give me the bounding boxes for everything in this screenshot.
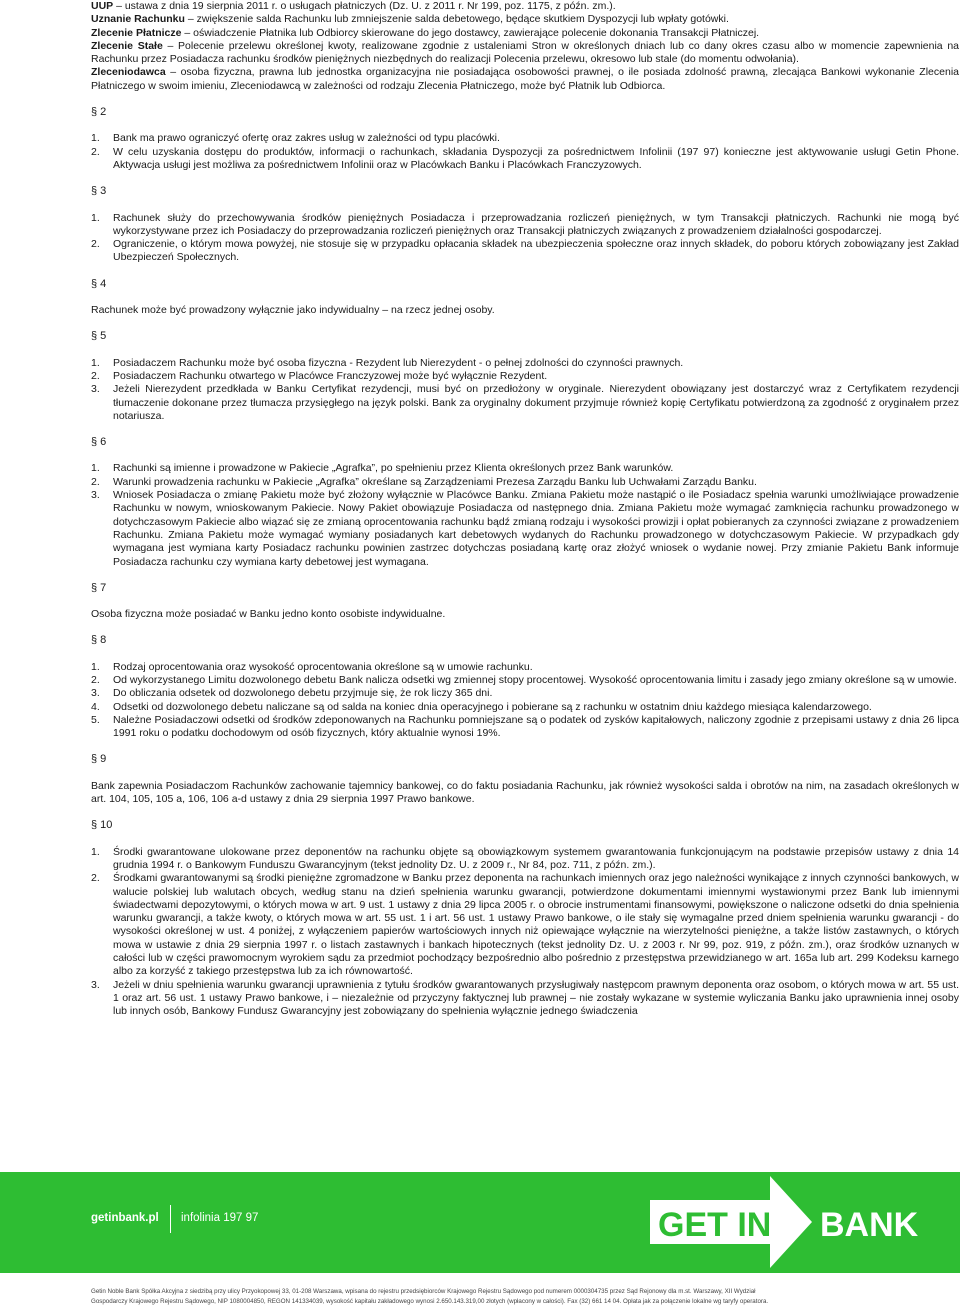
list-item bbox=[91, 238, 959, 265]
list-item-text: Posiadaczem Rachunku otwartego w Placówce Franczyzowej może być wyłącznie Rezydent. bbox=[113, 369, 548, 382]
list-item-number: 2. bbox=[91, 475, 100, 488]
list-item bbox=[91, 674, 959, 687]
list-item-text: Do obliczania odsetek od dozwolonego debetu przyjmuje się, że rok liczy 365 dni. bbox=[113, 687, 493, 700]
list-item-text: Rachunek służy do przechowywania środków pieniężnych Posiadacza i przeprowadzania rozliczeń pieniężnych, w tym Transakcji płatniczych. Rachunki nie mogą być wykorzystywane przez ich Posiadaczy do przeprowadzania rozliczeń pieniężnych oraz Transakcji płatniczych związanych z prowadzeniem działalności gospodarczej. bbox=[113, 211, 959, 237]
list-item-text: Od wykorzystanego Limitu dozwolonego debetu Bank nalicza odsetki wg zmiennej stopy procentowej. Wysokość oprocentowania limitu i zasady jego zmiany określone są w umowie. bbox=[113, 673, 957, 686]
section-number: § 10 bbox=[91, 819, 113, 832]
definition-term: Zlecenie Stałe bbox=[91, 39, 163, 52]
section-heading bbox=[91, 582, 959, 595]
list-item-text: Warunki prowadzenia rachunku w Pakiecie „Agrafka” określane są Zarządzeniami Prezesa Zarządu Banku lub Uchwałami Zarządu Banku. bbox=[113, 475, 757, 488]
list-item-number: 2. bbox=[91, 673, 100, 686]
list-item-number: 3. bbox=[91, 489, 100, 502]
list-item-number: 5. bbox=[91, 713, 100, 726]
section-heading bbox=[91, 185, 959, 198]
list-item-text: Środkami gwarantowanymi są środki pieniężne zgromadzone w Banku przez deponenta na rachunkach imiennych oraz jego należności wynikające z innych czynności bankowych, w walucie polskiej lub walutach obcych, według stanu na dzień spełnienia warunku gwarancji, potwierdzone dokumentami imiennymi wystawionymi przez Bank lub imiennymi świadectwami depozytowymi, o których mowa w art. 9 ust. 1 ustawy z dnia 29 lipca 2005 r. o obrocie instrumentami finansowymi, powiększone o naliczone odsetki do dnia spełnienia warunku gwarancji, a także kwoty, o których mowa w art. 55 ust. 1 i art. 56 ust. 1 ustawy Prawo bankowe, o ile stały się wymagalne przed dniem spełnienia warunku gwarancji - do wysokości określonej w ust. 4 poniżej, z wyłączeniem papierów wartościowych innych niż opiewające wyłącznie na wierzytelności pieniężne, a także listów zastawnych, o których mowa w ustawie z dnia 29 sierpnia 1997 r. o listach zastawnych i bankach hipotecznych (tekst jednolity Dz. U. z 2003 r. Nr 99, poz. 919, z późn. zm.), oraz środków uznanych w całości lub w części prawomocnym wyrokiem sądu za przedmiot pochodzący bezpośrednio albo pośrednio z przestępstwa przewidzianego w art. 165a lub art. 299 Kodeksu karnego albo za korzyść z takiego przestępstwa lub za ich równowartość. bbox=[113, 872, 959, 978]
list-item-number: 2. bbox=[91, 872, 100, 885]
section-number: § 3 bbox=[91, 185, 107, 198]
section-number: § 4 bbox=[91, 277, 107, 290]
section-number: § 5 bbox=[91, 330, 107, 343]
section-number: § 9 bbox=[91, 753, 107, 766]
definition-term: Uznanie Rachunku bbox=[91, 13, 185, 26]
definitions-block bbox=[91, 0, 959, 93]
definition-paragraph bbox=[91, 40, 959, 67]
list-item bbox=[91, 661, 959, 674]
section-heading bbox=[91, 634, 959, 647]
sections-block bbox=[91, 106, 959, 1018]
list-item-number: 2. bbox=[91, 145, 100, 158]
list-item-text: Ograniczenie, o którym mowa powyżej, nie stosuje się w przypadku opłacania składek na ubezpieczenia społeczne oraz innych składek, do poboru których zobowiązany jest Zakład Ubezpieczeń Społecznych. bbox=[113, 238, 959, 264]
footer-website-link[interactable]: getinbank.pl bbox=[91, 1212, 159, 1224]
definition-text: – oświadczenie Płatnika lub Odbiorcy skierowane do jego dostawcy, zawierające polecenie dokonania Transakcji Płatniczej. bbox=[181, 26, 760, 39]
list-item-text: Rodzaj oprocentowania oraz wysokość oprocentowania określone są w umowie rachunku. bbox=[113, 660, 533, 673]
list-item-text: Środki gwarantowane ulokowane przez deponentów na rachunku objęte są obowiązkowym systemem gwarantowania funkcjonującym na podstawie przepisów ustawy z dnia 14 grudnia 1994 r. o Bankowym Funduszu Gwarancyjnym (tekst jednolity Dz. U. z 2009 r., Nr 84, poz. 711, z późn. zm.). bbox=[113, 845, 959, 871]
list-item-number: 2. bbox=[91, 238, 100, 251]
document-body bbox=[91, 0, 959, 1019]
definition-term: UUP bbox=[91, 0, 114, 12]
list-item-number: 1. bbox=[91, 211, 100, 224]
list-item bbox=[91, 357, 959, 370]
list-item-text: Posiadaczem Rachunku może być osoba fizyczna - Rezydent lub Nierezydent - o pełnej zdolności do czynności prawnych. bbox=[113, 356, 684, 369]
legal-line: Getin Noble Bank Spółka Akcyjna z siedzibą przy ulicy Przyokopowej 33, 01-208 Warszawa, wpisana do rejestru przedsiębiorców Krajowego Rejestru Sądowego pod numerem 0000304735 przez Sąd Rejonowy dla m.st. Warszawy, XII Wydział bbox=[91, 1288, 756, 1295]
definition-text: – osoba fizyczna, prawna lub jednostka organizacyjna nie posiadająca osobowości prawnej, o ile posiada zdolność prawną, zlecająca Bankowi wykonanie Zlecenia Płatniczego w swoim imieniu, Zleceniodawcą w zależności od rodzaju Zlecenia Płatniczego, może być Płatnik lub Odbiorca. bbox=[91, 66, 959, 92]
footer-band bbox=[0, 1172, 960, 1273]
list-item-text: Jeżeli Nierezydent przedkłada w Banku Certyfikat rezydencji, musi być on przedłożony w oryginale. Nierezydent obowiązany jest dostarczyć wraz z Certyfikatem rezydencji tłumaczenie dokonane przez tłumacza przysięgłego na język polski. Bank za oryginalny dokument przyjmuje również kopię Certyfikatu potwierdzoną za zgodność z oryginałem przez notariusza. bbox=[113, 383, 959, 422]
section-heading bbox=[91, 753, 959, 766]
list-item-number: 1. bbox=[91, 462, 100, 475]
section-text: Osoba fizyczna może posiadać w Banku jedno konto osobiste indywidualne. bbox=[91, 608, 446, 621]
legal-notice bbox=[91, 1287, 959, 1307]
definition-text: – ustawa z dnia 19 sierpnia 2011 r. o usługach płatniczych (Dz. U. z 2011 r. Nr 199, poz. 1175, z późn. zm.). bbox=[113, 0, 616, 12]
definition-term: Zleceniodawca bbox=[91, 66, 166, 79]
section-list bbox=[91, 212, 959, 265]
list-item-number: 4. bbox=[91, 700, 100, 713]
list-item bbox=[91, 212, 959, 239]
section-list bbox=[91, 132, 959, 172]
list-item-text: Bank ma prawo ograniczyć ofertę oraz zakres usług w zależności od typu placówki. bbox=[113, 132, 500, 145]
definition-term: Zlecenie Płatnicze bbox=[91, 26, 182, 39]
list-item-number: 2. bbox=[91, 369, 100, 382]
list-item bbox=[91, 714, 959, 741]
list-item-number: 3. bbox=[91, 687, 100, 700]
list-item-number: 3. bbox=[91, 383, 100, 396]
section-number: § 7 bbox=[91, 581, 107, 594]
list-item bbox=[91, 979, 959, 1019]
section-list bbox=[91, 661, 959, 741]
list-item bbox=[91, 872, 959, 978]
section-list bbox=[91, 462, 959, 568]
definition-text: – Polecenie przelewu określonej kwoty, realizowane zgodnie z ustaleniami Stron w określonych dniach lub co dany okres czasu albo w momencie zapewnienia na Rachunku przez Posiadacza rachunku środków pieniężnych niezbędnych do realizacji Polecenia przelewu, okresowo lub stale (do momentu odwołania). bbox=[91, 39, 959, 66]
section-number: § 2 bbox=[91, 106, 107, 119]
list-item bbox=[91, 383, 959, 423]
list-item-text: W celu uzyskania dostępu do produktów, informacji o rachunkach, składania Dyspozycji za pośrednictwem Infolinii (197 97) konieczne jest aktywowanie usługi Getin Phone. Aktywacja usługi jest możliwa za pośrednictwem Infolinii oraz w Placówkach Banku i Placówkach Franczyzowych. bbox=[113, 145, 959, 171]
section-list bbox=[91, 357, 959, 423]
definition-paragraph bbox=[91, 27, 959, 40]
list-item bbox=[91, 701, 959, 714]
list-item-number: 3. bbox=[91, 978, 100, 991]
section-heading bbox=[91, 106, 959, 119]
section-heading bbox=[91, 819, 959, 832]
definition-text: – zwiększenie salda Rachunku lub zmniejszenie salda debetowego, będące skutkiem Dyspozycji lub wpłaty gotówki. bbox=[184, 13, 729, 26]
list-item-number: 1. bbox=[91, 845, 100, 858]
section-text: Rachunek może być prowadzony wyłącznie jako indywidualny – na rzecz jednej osoby. bbox=[91, 304, 495, 317]
list-item-text: Rachunki są imienne i prowadzone w Pakiecie „Agrafka”, po spełnieniu przez Klienta określonych przez Bank warunków. bbox=[113, 462, 674, 475]
section-number: § 8 bbox=[91, 634, 107, 647]
legal-line: Gospodarczy Krajowego Rejestru Sądowego, NIP 1080004850, REGON 141334039, wysokość kapitału zakładowego wynosi 2.650.143.319,00 złotych (wpłacony w całości). Fax (32) 661 14 04. Opłata jak za połączenie lokalne wg taryfy operatora. bbox=[91, 1298, 769, 1305]
section-heading bbox=[91, 278, 959, 291]
list-item bbox=[91, 476, 959, 489]
section-list bbox=[91, 846, 959, 1019]
section-text: Bank zapewnia Posiadaczom Rachunków zachowanie tajemnicy bankowej, co do faktu posiadania Rachunku, jak również wysokości salda i obrotów na nim, na zasadach określonych w art. 104, 105, 105 a, 106, 106 a-d ustawy z dnia 29 sierpnia 1997 Prawo bankowe. bbox=[91, 779, 959, 806]
list-item-number: 1. bbox=[91, 132, 100, 145]
definition-paragraph bbox=[91, 66, 959, 93]
section-heading bbox=[91, 436, 959, 449]
logo-text-get-in: GET IN bbox=[658, 1206, 772, 1244]
list-item bbox=[91, 370, 959, 383]
get-in-bank-logo bbox=[650, 1172, 950, 1273]
list-item bbox=[91, 687, 959, 700]
list-item-text: Jeżeli w dniu spełnienia warunku gwarancji uprawnienia z tytułu środków gwarantowanych przysługiwały następcom prawnym deponenta oraz osobom, o których mowa w art. 55 ust. 1 oraz art. 56 ust. 1 ustawy Prawo bankowe, i – niezależnie od przyczyny faktycznej lub prawnej – nie zostały wykazane w systemie wyliczania Banku jako uprawnienia innej osoby lub innych osób, Bankowy Fundusz Gwarancyjny jest zobowiązany do spełnienia wyłącznie jednego świadczenia bbox=[113, 978, 959, 1018]
list-item bbox=[91, 846, 959, 873]
list-item-text: Odsetki od dozwolonego debetu naliczane są od salda na koniec dnia operacyjnego i pobierane są z rachunku w ostatnim dniu każdego miesiąca kalendarzowego. bbox=[113, 700, 872, 713]
list-item-number: 1. bbox=[91, 660, 100, 673]
list-item bbox=[91, 462, 959, 475]
footer-separator bbox=[170, 1205, 171, 1233]
list-item bbox=[91, 489, 959, 569]
list-item bbox=[91, 146, 959, 173]
logo-text-bank: BANK bbox=[820, 1206, 919, 1244]
list-item-text: Należne Posiadaczowi odsetki od środków zdeponowanych na Rachunku pomniejszane są o podatek od zysków kapitałowych, naliczony zgodnie z przepisami ustawy z dnia 26 lipca 1991 roku o podatku dochodowym od osób fizycznych, który aktualnie wynosi 19%. bbox=[113, 713, 959, 740]
list-item bbox=[91, 132, 959, 145]
section-number: § 6 bbox=[91, 436, 107, 449]
list-item-number: 1. bbox=[91, 356, 100, 369]
definition-paragraph bbox=[91, 0, 959, 13]
section-heading bbox=[91, 330, 959, 343]
definition-paragraph bbox=[91, 13, 959, 26]
list-item-text: Wniosek Posiadacza o zmianę Pakietu może być złożony wyłącznie w Placówce Banku. Zmiana Pakietu może nastąpić o ile Posiadacz spełnia warunki umożliwiające prowadzenie Rachunku w nowym, wnioskowanym Pakiecie. Nowy Pakiet obowiązuje Posiadacza od następnego dnia. Zmiana Pakietu może wymagać zamknięcia rachunku prowadzonego w dotychczasowym Pakiecie albo wiązać się ze zmianą oprocentowania rachunku bądź zmianą rodzaju i wysokości prowizji i opłat pobieranych za czynności związane z prowadzeniem Rachunku. Zmiana Pakietu może wymagać wymiany posiadanych kart debetowych wydanych do Rachunku prowadzonego w dotychczasowym Pakiecie. W przypadkach gdy wymagana jest wymiana karty Posiadacz rachunku powinien zastrzec dotychczas posiadaną kartę oraz złożyć wniosek o wydanie nowej. Przy zmianie Pakietu Bank informuje Posiadacza rachunku czy wymiana karty debetowej jest wymagana. bbox=[113, 489, 959, 568]
footer-infoline: infolinia 197 97 bbox=[181, 1212, 259, 1224]
